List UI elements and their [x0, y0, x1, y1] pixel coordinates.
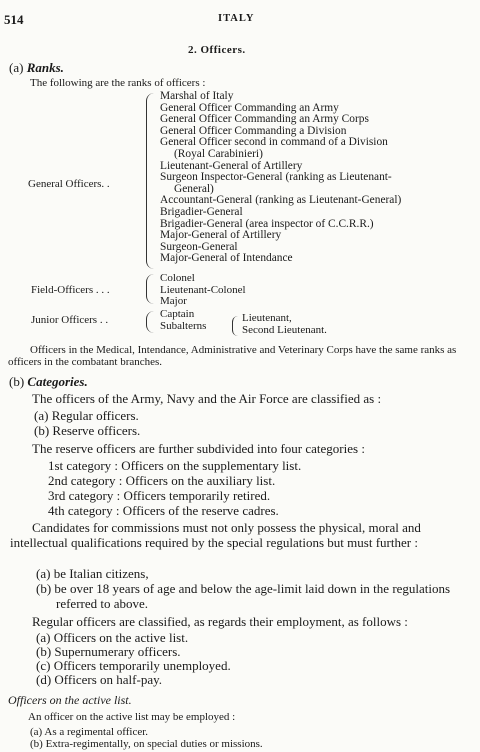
employment-intro: Regular officers are classified, as regards their employment, as follows :	[32, 614, 408, 629]
item-text: be over 18 years of age and below the age-limit laid down in the regulations referred to above.	[54, 581, 451, 611]
rank-item: Subalterns	[160, 319, 207, 332]
categories-intro: The officers of the Army, Navy and the Air Force are classified as :	[32, 391, 382, 406]
field-ranks-list	[160, 273, 246, 308]
item-label: 2nd category :	[48, 473, 123, 488]
ranks-note: Officers in the Medical, Intendance, Administrative and Veterinary Corps have the same ranks as officers in the combatant branches.	[8, 344, 457, 368]
item-label: (a)	[30, 726, 43, 738]
rank-item: General Officer Commanding a Division	[160, 124, 347, 137]
item-label: 3rd category :	[48, 488, 121, 503]
item-label: 4th category :	[48, 503, 120, 518]
heading-categories-label: (b)	[9, 374, 25, 389]
junior-officers-brace	[146, 311, 158, 333]
rank-item: Major-General of Intendance	[160, 252, 293, 265]
item-text: Officers of the reserve cadres.	[122, 503, 279, 518]
junior-ranks-list	[160, 309, 206, 332]
category-item	[48, 488, 270, 504]
active-list-heading: Officers on the active list.	[8, 693, 132, 707]
junior-officers-label: Junior Officers . .	[31, 314, 109, 326]
category-item	[48, 458, 301, 474]
reserve-intro: The reserve officers are further subdivided into four categories :	[32, 441, 365, 456]
item-text: Extra-regimentally, on special duties or missions.	[45, 738, 263, 750]
general-officers-brace	[146, 93, 158, 269]
general-officers-label: General Officers. .	[28, 178, 110, 190]
category-item	[48, 473, 275, 489]
active-list-item	[30, 738, 263, 750]
condition-item	[36, 581, 480, 611]
class-item	[34, 408, 139, 424]
running-head: ITALY	[218, 13, 255, 24]
rank-item: Accountant-General (ranking as Lieutenant-General)	[160, 194, 402, 207]
item-text: Officers temporarily unemployed.	[53, 658, 231, 673]
item-text: As a regimental officer.	[44, 726, 149, 738]
employment-item	[36, 672, 162, 688]
item-text: Regular officers.	[51, 408, 139, 423]
item-label: (b)	[34, 423, 50, 438]
rank-item: General Officer second in command of a Division	[160, 136, 388, 149]
subaltern-ranks-list	[242, 313, 327, 336]
rank-item: Brigadier-General (area inspector of C.C.R.R.)	[160, 217, 374, 230]
item-text: Officers on the supplementary list.	[121, 458, 302, 473]
item-text: Officers on half-pay.	[54, 672, 162, 687]
rank-item: Surgeon-General	[160, 240, 238, 253]
rank-item: Lieutenant,	[242, 312, 292, 324]
category-item	[48, 503, 279, 519]
item-label: (a)	[36, 566, 51, 581]
item-label: (a)	[36, 630, 51, 645]
rank-item: General Officer Commanding an Army Corps	[160, 113, 369, 126]
heading-ranks	[9, 60, 64, 76]
candidates-paragraph: Candidates for commissions must not only possess the physical, moral and intellectual qualifications required by the special regulations but must further :	[10, 520, 421, 550]
item-text: Officers on the auxiliary list.	[125, 473, 276, 488]
heading-ranks-text: Ranks.	[26, 60, 64, 75]
rank-item: Major	[160, 295, 187, 308]
rank-item: Captain	[160, 308, 195, 320]
heading-categories-text: Categories.	[27, 374, 88, 389]
rank-item: Marshal of Italy	[160, 90, 234, 102]
section-title: 2. Officers.	[188, 44, 246, 56]
subalterns-brace	[232, 316, 240, 336]
item-label: (a)	[34, 408, 49, 423]
active-list-item	[30, 726, 148, 738]
rank-item: Surgeon Inspector-General (ranking as Lieutenant-	[160, 171, 392, 184]
heading-categories	[9, 374, 88, 390]
item-label: 1st category :	[48, 458, 119, 473]
rank-item: Second Lieutenant.	[242, 323, 327, 336]
item-text: be Italian citizens,	[53, 566, 149, 581]
item-text: Officers on the active list.	[53, 630, 189, 645]
class-item	[34, 423, 140, 439]
rank-item: General Officer Commanding an Army	[160, 101, 339, 114]
item-label: (b)	[30, 738, 43, 750]
condition-item	[36, 566, 149, 582]
rank-item: (Royal Carabinieri)	[174, 147, 263, 160]
rank-item: Brigadier-General	[160, 205, 243, 218]
rank-item: Colonel	[160, 272, 195, 284]
item-label: (d)	[36, 672, 52, 687]
item-text: Reserve officers.	[52, 423, 141, 438]
item-text: Supernumerary officers.	[54, 644, 181, 659]
page-number: 514	[4, 12, 24, 27]
general-ranks-list	[160, 91, 478, 265]
rank-item: Major-General of Artillery	[160, 229, 282, 242]
rank-item: General)	[174, 182, 214, 195]
item-label: (b)	[36, 581, 52, 596]
ranks-intro: The following are the ranks of officers :	[30, 77, 206, 89]
item-text: Officers temporarily retired.	[123, 488, 271, 503]
field-officers-brace	[146, 274, 158, 304]
rank-item: Lieutenant-Colonel	[160, 283, 246, 296]
rank-item: Lieutenant-General of Artillery	[160, 159, 303, 172]
item-label: (c)	[36, 658, 51, 673]
heading-ranks-label: (a)	[9, 60, 24, 75]
active-list-intro: An officer on the active list may be employed :	[28, 711, 236, 723]
item-label: (b)	[36, 644, 52, 659]
field-officers-label: Field-Officers . . .	[31, 284, 110, 296]
